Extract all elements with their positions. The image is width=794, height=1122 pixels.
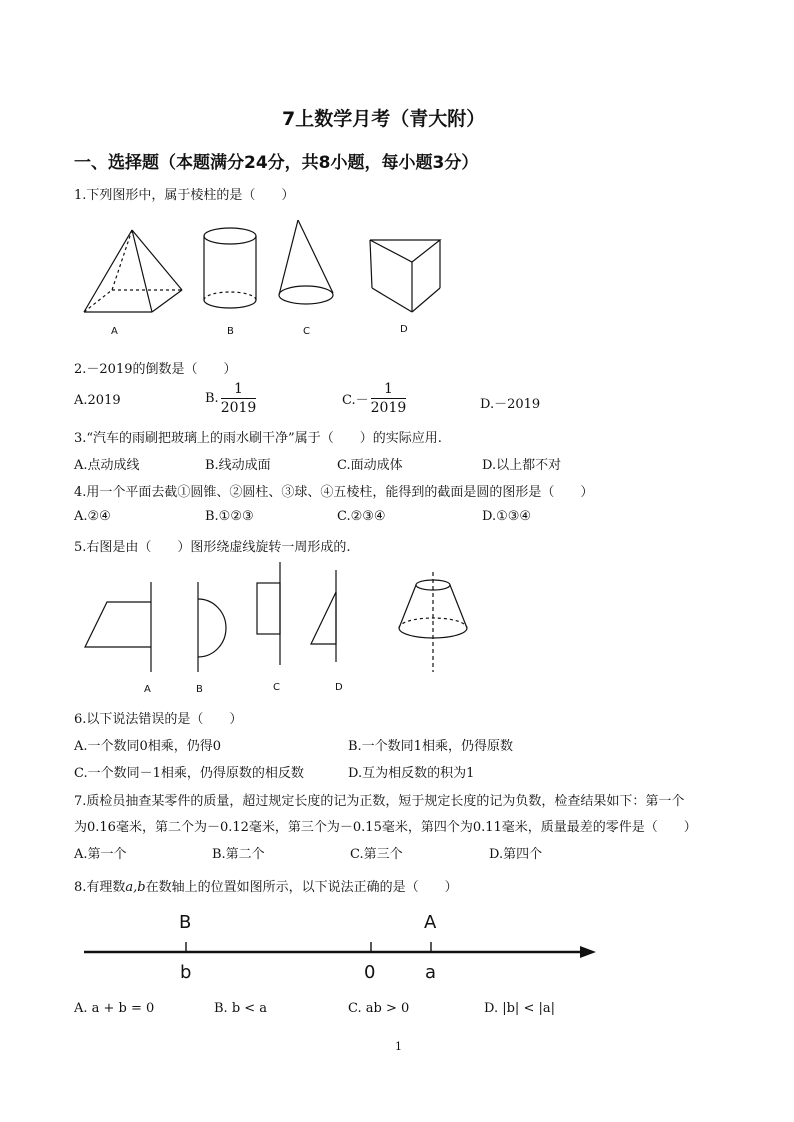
q8-option-b: B. b < a — [214, 1001, 268, 1016]
numberline-label-upper-a: A — [424, 912, 437, 933]
q3-option-b: B.线动成面 — [205, 458, 271, 473]
q2-c-denominator: 2019 — [370, 400, 407, 416]
q1-label-b: B — [227, 326, 234, 337]
q7-option-d: D.第四个 — [489, 847, 543, 862]
numberline-label-lower-a: a — [425, 962, 437, 983]
q2-option-d: D.－2019 — [480, 397, 541, 412]
q3-option-a: A.点动成线 — [74, 458, 140, 473]
q4-option-d: D.①③④ — [482, 509, 532, 524]
question-5-text: 5.右图是由（ ）图形绕虚线旋转一周形成的. — [74, 540, 351, 555]
q2-c-numerator: 1 — [371, 380, 407, 399]
q6-option-a: A.一个数同0相乘，仍得0 — [74, 739, 222, 754]
q2-b-prefix: B. — [205, 391, 219, 406]
q2-b-denominator: 2019 — [220, 400, 257, 416]
q7-option-b: B.第二个 — [212, 847, 265, 862]
q1-label-d: D — [400, 324, 408, 335]
section-heading: 一、选择题（本题满分24分，共8小题，每小题3分） — [74, 153, 479, 173]
q2-c-prefix: C.－ — [342, 393, 369, 408]
q4-option-c: C.②③④ — [337, 509, 386, 524]
numberline-label-upper-b: B — [179, 912, 192, 933]
q4-option-b: B.①②③ — [205, 509, 254, 524]
question-3-text: 3.“汽车的雨刷把玻璃上的雨水刷干净”属于（ ）的实际应用. — [74, 431, 442, 446]
question-1-text: 1.下列图形中，属于棱柱的是（ ） — [74, 188, 295, 203]
question-2-text: 2.－2019的倒数是（ ） — [74, 362, 237, 377]
page-title: 7上数学月考（青大附） — [282, 108, 486, 130]
q3-option-c: C.面动成体 — [337, 458, 403, 473]
q8-option-a: A. a + b = 0 — [74, 1001, 155, 1016]
q7-option-c: C.第三个 — [350, 847, 403, 862]
q4-option-a: A.②④ — [74, 509, 111, 524]
q5-label-c: C — [273, 682, 280, 693]
q6-option-d: D.互为相反数的积为1 — [348, 766, 475, 781]
q2-option-a: A.2019 — [74, 393, 121, 408]
q5-label-a: A — [144, 684, 151, 695]
question-6-text: 6.以下说法错误的是（ ） — [74, 712, 243, 727]
q6-option-b: B.一个数同1相乘，仍得原数 — [348, 739, 513, 754]
q8-text-vars: a,b — [125, 880, 146, 895]
numberline-label-zero: 0 — [364, 962, 376, 983]
question-4-text: 4.用一个平面去截①圆锥、②圆柱、③球、④五棱柱，能得到的截面是圆的图形是（ ） — [74, 485, 594, 500]
numberline-label-lower-b: b — [180, 962, 192, 983]
question-7-text-line2: 为0.16毫米，第二个为－0.12毫米，第三个为－0.15毫米，第四个为0.11毫米，质量最差的零件是（ ） — [74, 820, 697, 835]
q6-option-c: C.一个数同－1相乘，仍得原数的相反数 — [74, 766, 304, 781]
q8-text-suffix: 在数轴上的位置如图所示，以下说法正确的是（ ） — [145, 880, 458, 895]
q2-b-numerator: 1 — [221, 380, 257, 399]
q8-option-d: D. |b| < |a| — [484, 1001, 555, 1016]
q8-option-c: C. ab > 0 — [348, 1001, 410, 1016]
q7-option-a: A.第一个 — [74, 847, 127, 862]
q5-label-b: B — [196, 684, 203, 695]
number-line-arrow-icon — [580, 946, 596, 958]
q3-option-d: D.以上都不对 — [482, 458, 562, 473]
page-number: 1 — [395, 1040, 402, 1053]
q1-label-a: A — [111, 326, 118, 337]
question-7-text-line1: 7.质检员抽查某零件的质量，超过规定长度的记为正数，短于规定长度的记为负数，检查结果如下：第一个 — [74, 794, 685, 809]
q8-text-prefix: 8.有理数 — [74, 880, 126, 895]
q1-label-c: C — [303, 326, 310, 337]
q5-label-d: D — [335, 682, 343, 693]
